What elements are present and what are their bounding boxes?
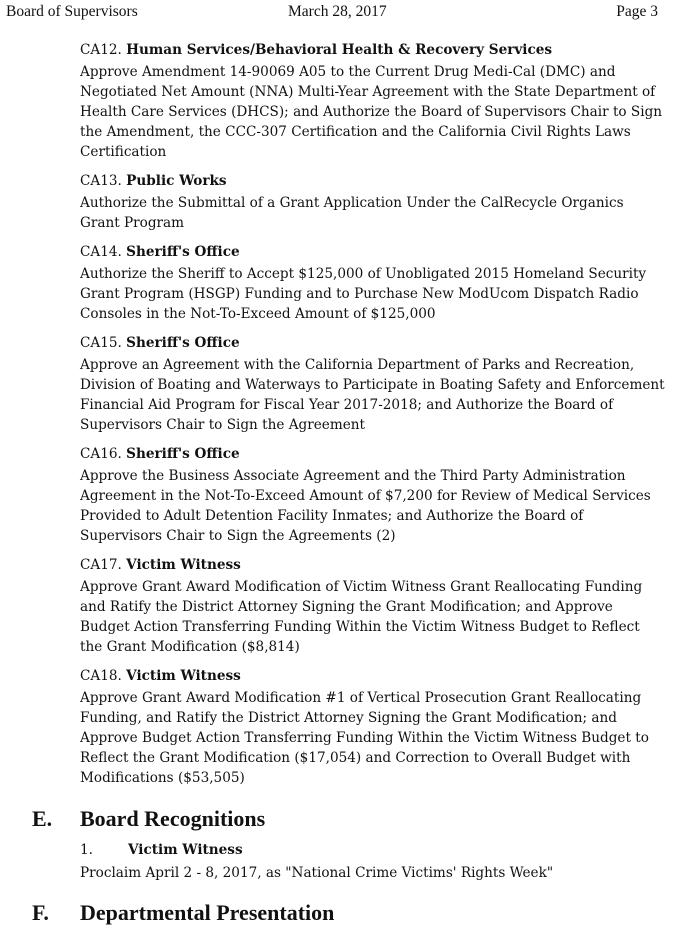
agenda-item-department: Sheriff's Office — [126, 335, 240, 351]
recognition-item-description: Proclaim April 2 - 8, 2017, as "National Crime Victims' Rights Week" — [80, 865, 554, 881]
section-heading-departmental-presentation — [32, 900, 334, 926]
section-title: Board Recognitions — [80, 806, 266, 831]
section-title: Departmental Presentation — [80, 900, 335, 925]
agenda-item-department: Victim Witness — [126, 668, 241, 684]
agenda-item-code: CA15. — [80, 335, 122, 351]
consent-agenda-items — [80, 40, 665, 797]
header-date: March 28, 2017 — [288, 3, 387, 20]
recognition-item-heading — [80, 840, 243, 860]
agenda-item-ca16 — [80, 444, 665, 546]
section-letter: F. — [32, 900, 49, 925]
agenda-item-description: Approve Amendment 14-90069 A05 to the Current Drug Medi-Cal (DMC) and Negotiated Net Amount (NNA) Multi-Year Agreement with the State Department of Health Care Services (DHCS); and Authorize the Board of Supervisors Chair to Sign the Amendment, the CCC-307 Certification and the California Civil Rights Laws Certification — [80, 64, 663, 160]
agenda-item-ca12 — [80, 40, 665, 162]
agenda-item-description: Approve Grant Award Modification of Victim Witness Grant Reallocating Funding and Ratify the District Attorney Signing the Grant Modification; and Approve Budget Action Transferring Funding Within the Victim Witness Budget to Reflect the Grant Modification ($8,814) — [80, 579, 643, 655]
section-letter: E. — [32, 806, 53, 831]
agenda-item-ca15 — [80, 333, 665, 435]
agenda-item-description: Approve Grant Award Modification #1 of Vertical Prosecution Grant Reallocating Funding, and Ratify the District Attorney Signing the Grant Modification; and Approve Budget Action Transferring Funding Within the Victim Witness Budget to Reflect the Grant Modification ($17,054) and Correction to Overall Budget with Modifications ($53,505) — [80, 690, 649, 786]
agenda-item-heading — [80, 444, 665, 464]
agenda-item-heading — [80, 40, 665, 60]
agenda-item-code: CA17. — [80, 557, 122, 573]
agenda-item-department: Human Services/Behavioral Health & Recovery Services — [126, 42, 553, 58]
agenda-item-heading — [80, 333, 665, 353]
agenda-item-description: Authorize the Submittal of a Grant Application Under the CalRecycle Organics Grant Program — [80, 195, 624, 231]
recognition-item-number: 1. — [80, 842, 93, 858]
agenda-item-code: CA12. — [80, 42, 122, 58]
header-page-number: Page 3 — [616, 3, 658, 20]
recognition-item-department: Victim Witness — [128, 842, 243, 858]
agenda-item-description: Approve an Agreement with the California Department of Parks and Recreation, Division of Boating and Waterways to Participate in Boating Safety and Enforcement Financial Aid Program for Fiscal Year 2017-2018; and Authorize the Board of Supervisors Chair to Sign the Agreement — [80, 357, 665, 433]
agenda-item-ca18 — [80, 666, 665, 788]
agenda-item-department: Sheriff's Office — [126, 244, 240, 260]
agenda-item-department: Public Works — [126, 173, 227, 189]
agenda-item-department: Victim Witness — [126, 557, 241, 573]
agenda-item-ca17 — [80, 555, 665, 657]
agenda-item-heading — [80, 242, 665, 262]
page-header — [0, 3, 680, 23]
header-board-name: Board of Supervisors — [6, 3, 138, 20]
agenda-item-heading — [80, 666, 665, 686]
agenda-item-description: Authorize the Sheriff to Accept $125,000 of Unobligated 2015 Homeland Security Grant Program (HSGP) Funding and to Purchase New ModUcom Dispatch Radio Consoles in the Not-To-Exceed Amount of $125,000 — [80, 266, 647, 322]
agenda-item-code: CA13. — [80, 173, 122, 189]
agenda-item-code: CA18. — [80, 668, 122, 684]
agenda-item-ca14 — [80, 242, 665, 324]
agenda-item-ca13 — [80, 171, 665, 233]
agenda-item-code: CA14. — [80, 244, 122, 260]
agenda-item-heading — [80, 171, 665, 191]
agenda-item-description: Approve the Business Associate Agreement and the Third Party Administration Agreement in the Not-To-Exceed Amount of $7,200 for Review of Medical Services Provided to Adult Detention Facility Inmates; and Authorize the Board of Supervisors Chair to Sign the Agreements (2) — [80, 468, 651, 544]
agenda-item-code: CA16. — [80, 446, 122, 462]
agenda-item-heading — [80, 555, 665, 575]
section-heading-board-recognitions — [32, 806, 265, 832]
agenda-item-department: Sheriff's Office — [126, 446, 240, 462]
